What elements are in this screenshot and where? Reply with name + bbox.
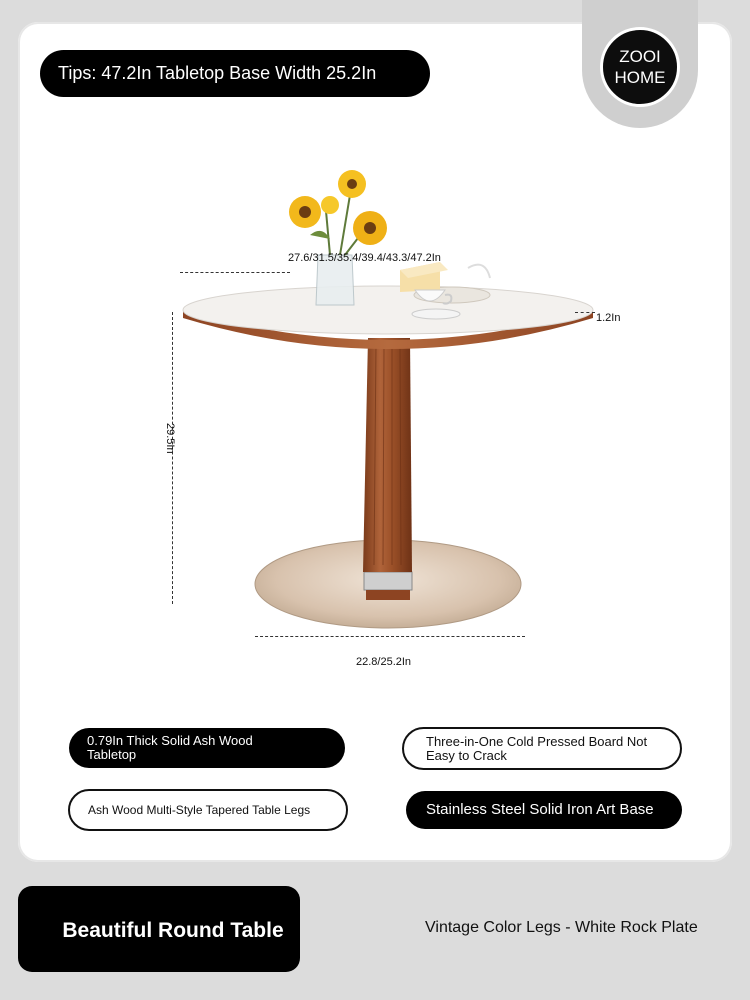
feature-tabletop xyxy=(69,728,345,768)
tabletop-diameter-label: 27.6/31.5/35.4/39.4/43.3/47.2In xyxy=(288,252,441,264)
height-dim-line xyxy=(172,312,173,604)
table-leg xyxy=(363,338,412,572)
top-dim-line xyxy=(180,272,290,273)
product-name: Beautiful Round Table xyxy=(62,919,284,942)
base-diameter-label: 22.8/25.2In xyxy=(356,656,412,668)
feature-board-text: Three-in-One Cold Pressed Board Not Easy to Crack xyxy=(426,733,648,763)
tips-banner: Tips: 47.2In Tabletop Base Width 25.2In xyxy=(40,50,430,97)
thickness-dim-line xyxy=(575,312,595,313)
steel-collar xyxy=(364,572,412,590)
feature-base-text: Stainless Steel Solid Iron Art Base xyxy=(426,801,654,818)
height-label: 29.5In xyxy=(164,423,176,454)
base-dim-line xyxy=(255,636,525,637)
logo-line2: HOME xyxy=(614,68,666,87)
product-name-banner xyxy=(18,886,300,972)
top-thickness-label: 1.2In xyxy=(596,312,621,324)
tabletop xyxy=(183,286,593,334)
product-caption: Vintage Color Legs - White Rock Plate xyxy=(425,919,698,936)
logo-line1: ZOOI xyxy=(619,47,661,66)
feature-legs-text: Ash Wood Multi-Style Tapered Table Legs xyxy=(88,803,311,817)
feature-legs xyxy=(68,789,348,831)
feature-base xyxy=(406,791,682,829)
feature-tabletop-text: 0.79In Thick Solid Ash Wood Tabletop xyxy=(87,733,253,762)
feature-board xyxy=(402,727,682,770)
sunflowers xyxy=(289,170,387,245)
